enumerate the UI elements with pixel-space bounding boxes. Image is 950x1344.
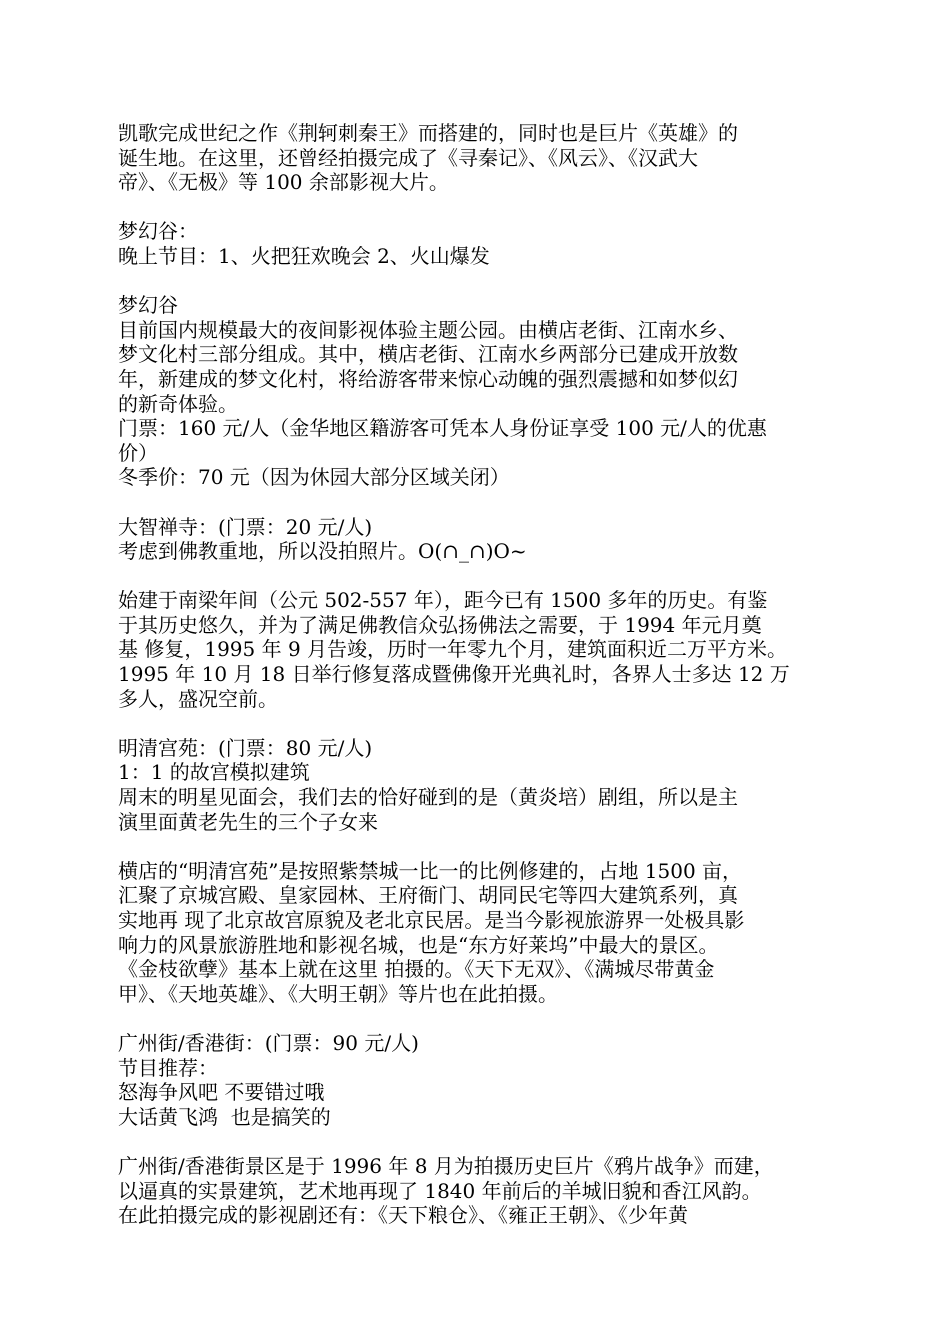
text-line: 横店的“明清宫苑”是按照紫禁城一比一的比例修建的，占地 1500 亩， bbox=[118, 858, 743, 883]
blank-line bbox=[118, 269, 838, 294]
text-line: 始建于南梁年间（公元 502-557 年），距今已有 1500 多年的历史。有鉴 bbox=[118, 588, 768, 613]
blank-line bbox=[118, 564, 838, 589]
text-line: 以逼真的实景建筑，艺术地再现了 1840 年前后的羊城旧貌和香江风韵。 bbox=[118, 1178, 762, 1203]
text-line: 年，新建成的梦文化村，将给游客带来惊心动魄的强烈震撼和如梦似幻 bbox=[118, 366, 738, 391]
text-line: 节目推荐： bbox=[118, 1055, 218, 1080]
text-line: 怒海争风吧 不要错过哦 bbox=[118, 1080, 325, 1105]
text-line: 汇聚了京城宫殿、皇家园林、王府衙门、胡同民宅等四大建筑系列，真 bbox=[118, 883, 738, 908]
blank-line bbox=[118, 195, 838, 220]
text-line: 晚上节目：1、火把狂欢晚会 2、火山爆发 bbox=[118, 243, 490, 268]
text-line: 冬季价：70 元（因为休园大部分区域关闭） bbox=[118, 465, 510, 490]
text-line: 考虑到佛教重地，所以没拍照片。O(∩_∩)O~ bbox=[118, 539, 527, 564]
text-line: 《金枝欲孽》基本上就在这里 拍摄的。《天下无双》、《满城尽带黄金 bbox=[118, 957, 715, 982]
text-line: 明清宫苑：(门票：80 元/人) bbox=[118, 735, 373, 760]
text-line: 广州街/香港街：(门票：90 元/人) bbox=[118, 1030, 419, 1055]
text-line: 凯歌完成世纪之作《荆轲刺秦王》而搭建的，同时也是巨片《英雄》的 bbox=[118, 121, 738, 145]
text-line: 于其历史悠久，并为了满足佛教信众弘扬佛法之需要，于 1994 年元月奠 bbox=[118, 612, 762, 637]
text-line: 响力的风景旅游胜地和影视名城，也是“东方好莱坞”中最大的景区。 bbox=[118, 932, 719, 957]
text-line: 广州街/香港街景区是于 1996 年 8 月为拍摄历史巨片《鸦片战争》而建， bbox=[118, 1153, 774, 1178]
document-body bbox=[118, 121, 838, 1228]
text-line: 梦幻谷 bbox=[118, 293, 178, 318]
text-line: 帝》、《无极》等 100 余部影视大片。 bbox=[118, 170, 449, 195]
blank-line bbox=[118, 1129, 838, 1154]
text-line: 梦幻谷： bbox=[118, 219, 198, 244]
text-line: 梦文化村三部分组成。其中，横店老街、江南水乡两部分已建成开放数 bbox=[118, 342, 738, 367]
text-line: 演里面黄老先生的三个子女来 bbox=[118, 809, 378, 834]
text-line: 甲》、《天地英雄》、《大明王朝》等片也在此拍摄。 bbox=[118, 981, 558, 1006]
blank-line bbox=[118, 834, 838, 859]
text-line: 1995 年 10 月 18 日举行修复落成暨佛像开光典礼时，各界人士多达 12 万 bbox=[118, 662, 790, 687]
text-line: 的新奇体验。 bbox=[118, 391, 238, 416]
text-line: 诞生地。在这里，还曾经拍摄完成了《寻秦记》、《风云》、《汉武大 bbox=[118, 145, 698, 170]
text-line: 大智禅寺：(门票：20 元/人) bbox=[118, 514, 373, 539]
text-line: 门票：160 元/人（金华地区籍游客可凭本人身份证享受 100 元/人的优惠 bbox=[118, 416, 767, 441]
text-line: 大话黄飞鸿 也是搞笑的 bbox=[118, 1104, 331, 1129]
blank-line bbox=[118, 1006, 838, 1031]
text-line: 基 修复，1995 年 9 月告竣，历时一年零九个月，建筑面积近二万平方米。 bbox=[118, 637, 788, 662]
text-line: 多人，盛况空前。 bbox=[118, 686, 278, 711]
text-line: 在此拍摄完成的影视剧还有：《天下粮仓》、《雍正王朝》、《少年黄 bbox=[118, 1203, 688, 1228]
text-line: 周末的明星见面会，我们去的恰好碰到的是（黄炎培）剧组，所以是主 bbox=[118, 785, 738, 810]
text-line: 1：1 的故宫模拟建筑 bbox=[118, 760, 310, 785]
blank-line bbox=[118, 490, 838, 515]
text-line: 价） bbox=[118, 440, 158, 465]
text-line: 实地再 现了北京故宫原貌及老北京民居。是当今影视旅游界一处极具影 bbox=[118, 908, 745, 932]
blank-line bbox=[118, 711, 838, 736]
text-line: 目前国内规模最大的夜间影视体验主题公园。由横店老街、江南水乡、 bbox=[118, 317, 738, 342]
